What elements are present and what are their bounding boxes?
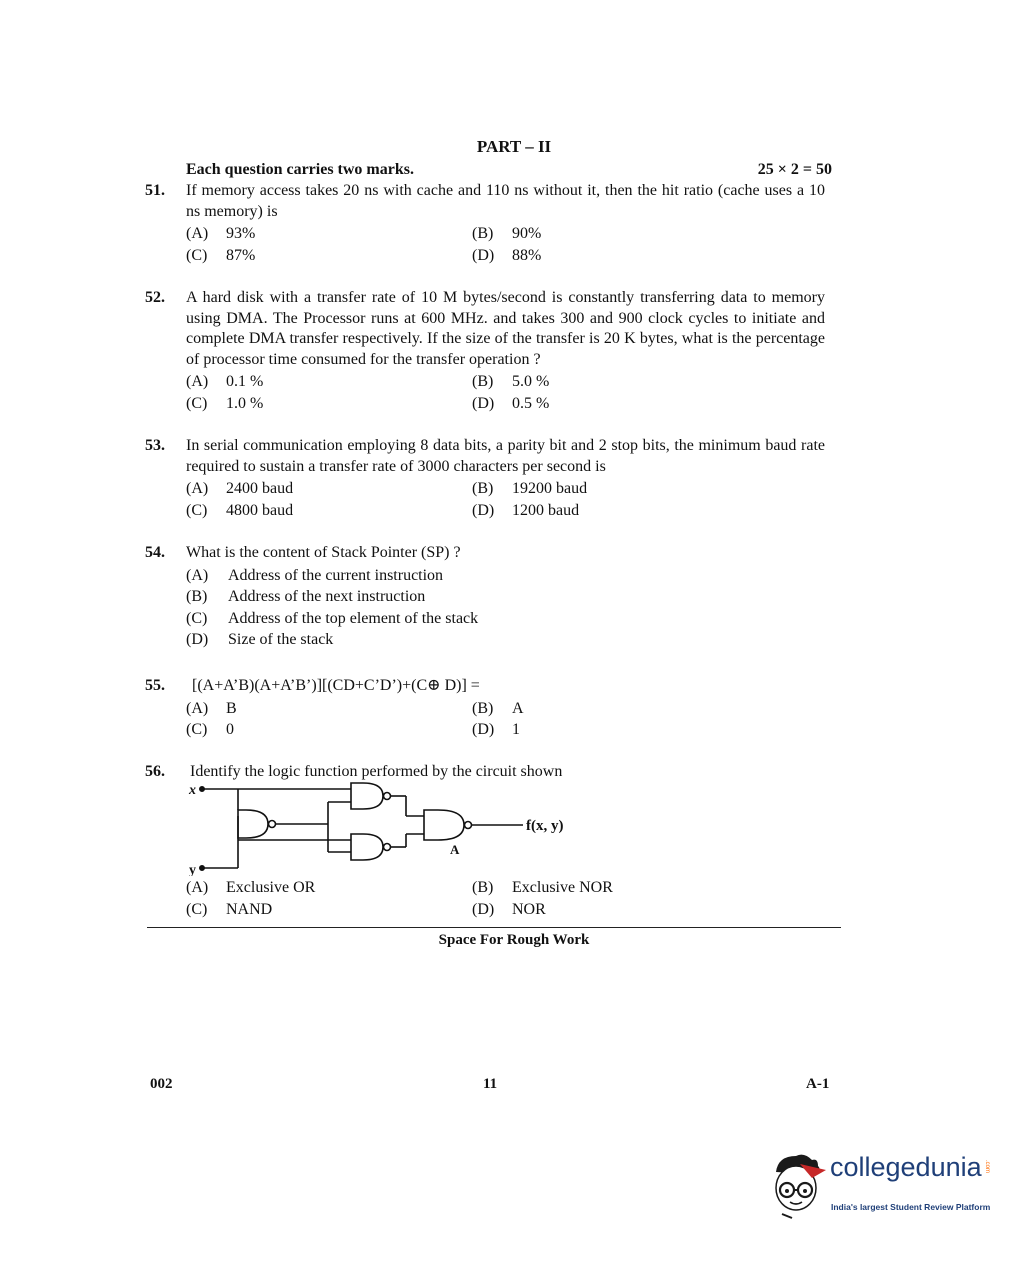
circuit-input-x: x: [189, 783, 196, 798]
question-text: In serial communication employing 8 data bits, a parity bit and 2 stop bits, the minimum baud rate required to sustain a transfer rate of 3000 characters per second is: [186, 437, 825, 475]
rough-work-label: Space For Rough Work: [438, 932, 590, 948]
option-a: (A) 93%: [186, 225, 256, 242]
rough-work-divider: [147, 927, 841, 928]
option-d: (D) 88%: [472, 246, 542, 264]
option-b: (B) 5.0 %: [472, 373, 550, 390]
logic-circuit-diagram: [188, 780, 608, 876]
option-a: (A) B: [186, 699, 237, 717]
option-a: (A) 0.1 %: [186, 373, 264, 390]
question-53: [145, 436, 825, 522]
option-d: (D) 0.5 %: [472, 394, 550, 412]
question-number: 54.: [145, 544, 165, 561]
option-b: (B) 19200 baud: [472, 480, 588, 497]
circuit-output-label: f(x, y): [526, 818, 564, 834]
question-54: [145, 543, 825, 652]
option-c: (C) Address of the top element of the stack: [186, 609, 479, 627]
circuit-input-y: y: [189, 863, 196, 876]
option-b: (B) 90%: [472, 225, 542, 242]
option-d: (D) 1200 baud: [472, 501, 580, 519]
question-text: What is the content of Stack Pointer (SP) ?: [186, 544, 461, 561]
question-51: [145, 181, 825, 267]
option-c: (C) 1.0 %: [186, 394, 264, 412]
options: [186, 878, 825, 921]
question-number: 56.: [145, 763, 165, 780]
option-d: (D) 1: [472, 721, 520, 738]
question-text: [(A+A’B)(A+A’B’)][(CD+C’D’)+(C⊕ D)] =: [192, 677, 480, 694]
option-c: (C) 0: [186, 721, 234, 738]
question-text: Identify the logic function performed by the circuit shown: [190, 763, 563, 780]
question-number: 53.: [145, 437, 165, 454]
part-title: PART – II: [476, 137, 552, 156]
marks-instruction: Each question carries two marks.: [186, 161, 414, 178]
footer-series: A-1: [806, 1076, 830, 1092]
marks-total: 25 × 2 = 50: [757, 161, 832, 178]
collegedunia-logo: [770, 1150, 1000, 1230]
option-a: (A) Exclusive OR: [186, 879, 316, 896]
options: [186, 699, 825, 742]
option-b: (B) Address of the next instruction: [186, 588, 426, 605]
option-d: (D) Size of the stack: [186, 631, 334, 648]
option-d: (D) NOR: [472, 900, 546, 918]
options: [186, 566, 825, 652]
question-56-options: [145, 878, 825, 921]
question-55: [145, 676, 825, 742]
question-text: A hard disk with a transfer rate of 10 M bytes/second is constantly transferring data to memory using DMA. The Processor runs at 600 MHz. and takes 300 and 900 clock cycles to initiate and complete DMA transfer respectively. If the size of the transfer is 20 K bytes, what is the percentage of processor time consumed for the transfer operation ?: [186, 289, 825, 368]
page-number: 11: [483, 1076, 498, 1092]
options: [186, 372, 825, 415]
logo-wordmark: collegedunia: [830, 1152, 982, 1182]
circuit-node-label: A: [450, 842, 460, 857]
option-c: (C) NAND: [186, 900, 273, 918]
option-b: (B) A: [472, 699, 524, 717]
question-text: If memory access takes 20 ns with cache and 110 ns without it, then the hit ratio (cache uses a 10 ns memory) is: [186, 182, 825, 220]
options: [186, 479, 825, 522]
question-number: 52.: [145, 289, 165, 306]
option-c: (C) 87%: [186, 246, 256, 264]
option-a: (A) 2400 baud: [186, 480, 294, 497]
option-b: (B) Exclusive NOR: [472, 879, 613, 896]
option-c: (C) 4800 baud: [186, 501, 294, 519]
question-52: [145, 288, 825, 415]
options: [186, 224, 825, 267]
question-number: 55.: [145, 677, 165, 694]
logo-tagline: India's largest Student Review Platform: [831, 1202, 991, 1212]
logo-domain: .com: [984, 1160, 990, 1174]
student-mascot-icon: [770, 1150, 828, 1222]
footer-code: 002: [150, 1076, 173, 1092]
question-number: 51.: [145, 182, 165, 199]
option-a: (A) Address of the current instruction: [186, 566, 444, 584]
